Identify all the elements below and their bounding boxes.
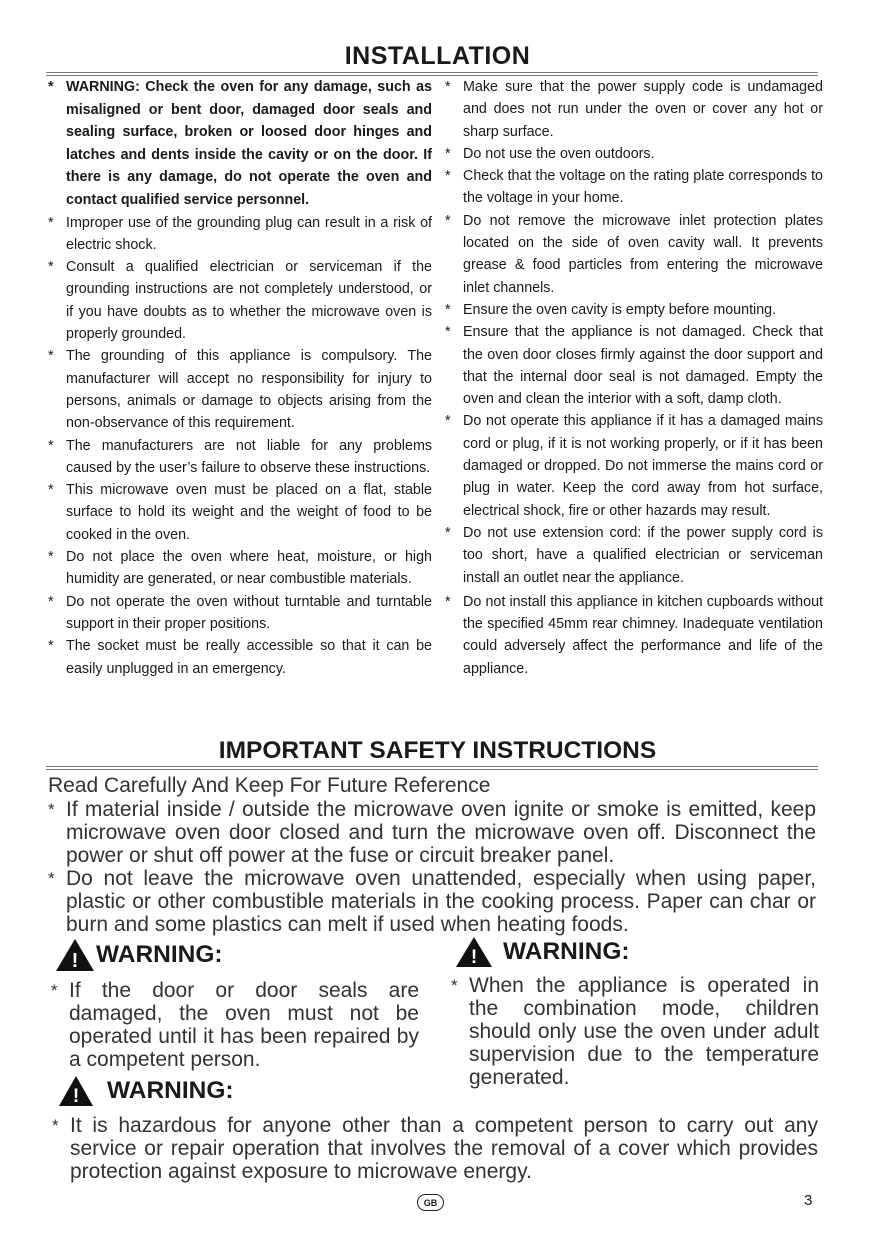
installation-item [443, 76, 823, 143]
bullet-star: * [48, 259, 54, 276]
item-text: Do not operate the oven without turntable and turntable support in their proper positions. [66, 593, 432, 632]
item-text: Do not operate this appliance if it has a damaged mains cord or plug, if it is not working properly, or if it has been damaged or dropped. Do not immerse the mains cord or plug in water. Keep the cord away from hot surface, electrical shock, fire or other hazards may result. [463, 413, 823, 519]
item-text: Do not use the oven outdoors. [463, 145, 655, 162]
item-text: If the door or door seals are damaged, the oven must not be operated until it has been repaired by a competent person. [69, 979, 419, 1071]
bullet-star: * [48, 800, 55, 819]
installation-item [46, 435, 432, 480]
installation-item [46, 212, 432, 257]
item-text: Ensure that the appliance is not damaged. Check that the oven door closes firmly against the door support and that the internal door seal is not damaged. Empty the oven and clean the interior with a soft, damp cloth. [463, 324, 823, 408]
item-text: Consult a qualified electrician or serviceman if the grounding instructions are not completely understood, or if you have doubts as to whether the microwave oven is properly grounded. [66, 259, 432, 343]
bullet-star: * [445, 212, 451, 229]
warning-text [52, 1114, 818, 1183]
warning-triangle-icon [455, 936, 493, 968]
bullet-star: * [48, 869, 55, 888]
warning-text [51, 979, 419, 1071]
bullet-star: * [48, 437, 54, 454]
installation-item [46, 546, 432, 591]
item-text: This microwave oven must be placed on a flat, stable surface to hold its weight and the weight of food to be cooked in the oven. [66, 482, 432, 543]
item-text: Make sure that the power supply code is undamaged and does not run under the oven or cover any hot or sharp surface. [463, 79, 823, 140]
bullet-star: * [48, 482, 54, 499]
bullet-star: * [48, 214, 54, 231]
bullet-star: * [451, 976, 458, 995]
bullet-star: * [445, 413, 451, 430]
item-text: Do not place the oven where heat, moisture, or high humidity are generated, or near combustible materials. [66, 549, 432, 588]
warning-glyph: ! [71, 950, 79, 972]
installation-item [443, 321, 823, 410]
item-text: Do not remove the microwave inlet protection plates located on the side of oven cavity wall. It prevents grease & food particles from entering the microwave inlet channels. [463, 212, 823, 296]
item-text: Do not install this appliance in kitchen cupboards without the specified 45mm rear chimney. Inadequate ventilation could adversely affect the performance and life of the appliance. [463, 593, 823, 677]
item-text: WARNING: Check the oven for any damage, such as misaligned or bent door, damaged door seals and sealing surface, broken or loosed door hinges and latches and dents inside the cavity or on the door. If there is any damage, do not operate the oven and contact qualified service personnel. [66, 79, 432, 208]
warning-heading [455, 936, 630, 968]
installation-item [443, 591, 823, 680]
installation-item [443, 522, 823, 589]
item-text: Do not leave the microwave oven unattended, especially when using paper, plastic or other combustible materials in the cooking process. Paper can char or burn and some plastics can melt if used when heating foods. [66, 867, 816, 936]
item-text: If material inside / outside the microwave oven ignite or smoke is emitted, keep microwave oven door closed and turn the microwave oven off. Disconnect the power or shut off power at the fuse or circuit breaker panel. [66, 798, 816, 867]
bullet-star: * [445, 524, 451, 541]
bullet-star: * [445, 301, 451, 318]
installation-title: INSTALLATION [344, 42, 531, 70]
safety-title: IMPORTANT SAFETY INSTRUCTIONS [218, 737, 657, 764]
warning-label: WARNING: [96, 941, 223, 968]
installation-item [443, 143, 823, 165]
item-text: Ensure the oven cavity is empty before mounting. [463, 301, 777, 318]
item-text: Check that the voltage on the rating plate corresponds to the voltage in your home. [463, 168, 823, 207]
bullet-star: * [445, 324, 451, 341]
installation-item [46, 76, 432, 212]
item-text: Do not use extension cord: if the power supply cord is too short, have a qualified electrician or serviceman install an outlet near the appliance. [463, 524, 823, 586]
installation-item [443, 299, 823, 321]
installation-item [443, 410, 823, 521]
installation-left-column [46, 76, 432, 680]
bullet-star: * [48, 348, 54, 365]
bullet-star: * [445, 145, 451, 162]
safety-subtitle: Read Carefully And Keep For Future Reference [48, 774, 491, 797]
installation-item [443, 210, 823, 299]
item-text: The socket must be really accessible so that it can be easily unplugged in an emergency. [66, 638, 432, 677]
bullet-star: * [445, 168, 451, 185]
warning-label: WARNING: [503, 938, 630, 965]
warning-text [451, 974, 819, 1089]
warning-heading [58, 1075, 234, 1107]
language-badge: GB [417, 1194, 444, 1211]
safety-item [48, 867, 816, 936]
bullet-star: * [48, 79, 54, 95]
installation-item [46, 256, 432, 345]
bullet-star: * [48, 593, 54, 610]
section-divider [46, 766, 818, 770]
bullet-star: * [48, 638, 54, 655]
bullet-star: * [52, 1116, 59, 1135]
installation-item [46, 479, 432, 546]
item-text: It is hazardous for anyone other than a competent person to carry out any service or repair operation that involves the removal of a cover which provides protection against exposure to microwave energy. [70, 1114, 818, 1183]
bullet-star: * [51, 981, 58, 1000]
warning-label: WARNING: [107, 1077, 234, 1104]
safety-item [48, 798, 816, 867]
bullet-star: * [445, 79, 451, 95]
installation-right-column [443, 76, 823, 680]
item-text: Improper use of the grounding plug can result in a risk of electric shock. [66, 214, 432, 253]
item-text: The grounding of this appliance is compulsory. The manufacturer will accept no responsibility for injury to persons, animals or damage to objects arising from the non-observance of this requirement. [66, 348, 432, 432]
bullet-star: * [48, 549, 54, 566]
installation-item [46, 635, 432, 680]
page-number: 3 [804, 1192, 813, 1209]
warning-triangle-icon [58, 1075, 94, 1107]
item-text: When the appliance is operated in the combination mode, children should only use the oven under adult supervision due to the temperature generated. [469, 974, 819, 1089]
warning-glyph: ! [72, 1086, 80, 1107]
item-text: The manufacturers are not liable for any problems caused by the user’s failure to observe these instructions. [66, 437, 432, 476]
warning-heading [55, 938, 223, 972]
installation-item [46, 345, 432, 434]
warning-glyph: ! [470, 947, 478, 968]
installation-item [443, 165, 823, 210]
warning-triangle-icon [55, 938, 95, 972]
bullet-star: * [445, 593, 451, 610]
installation-item [46, 591, 432, 636]
